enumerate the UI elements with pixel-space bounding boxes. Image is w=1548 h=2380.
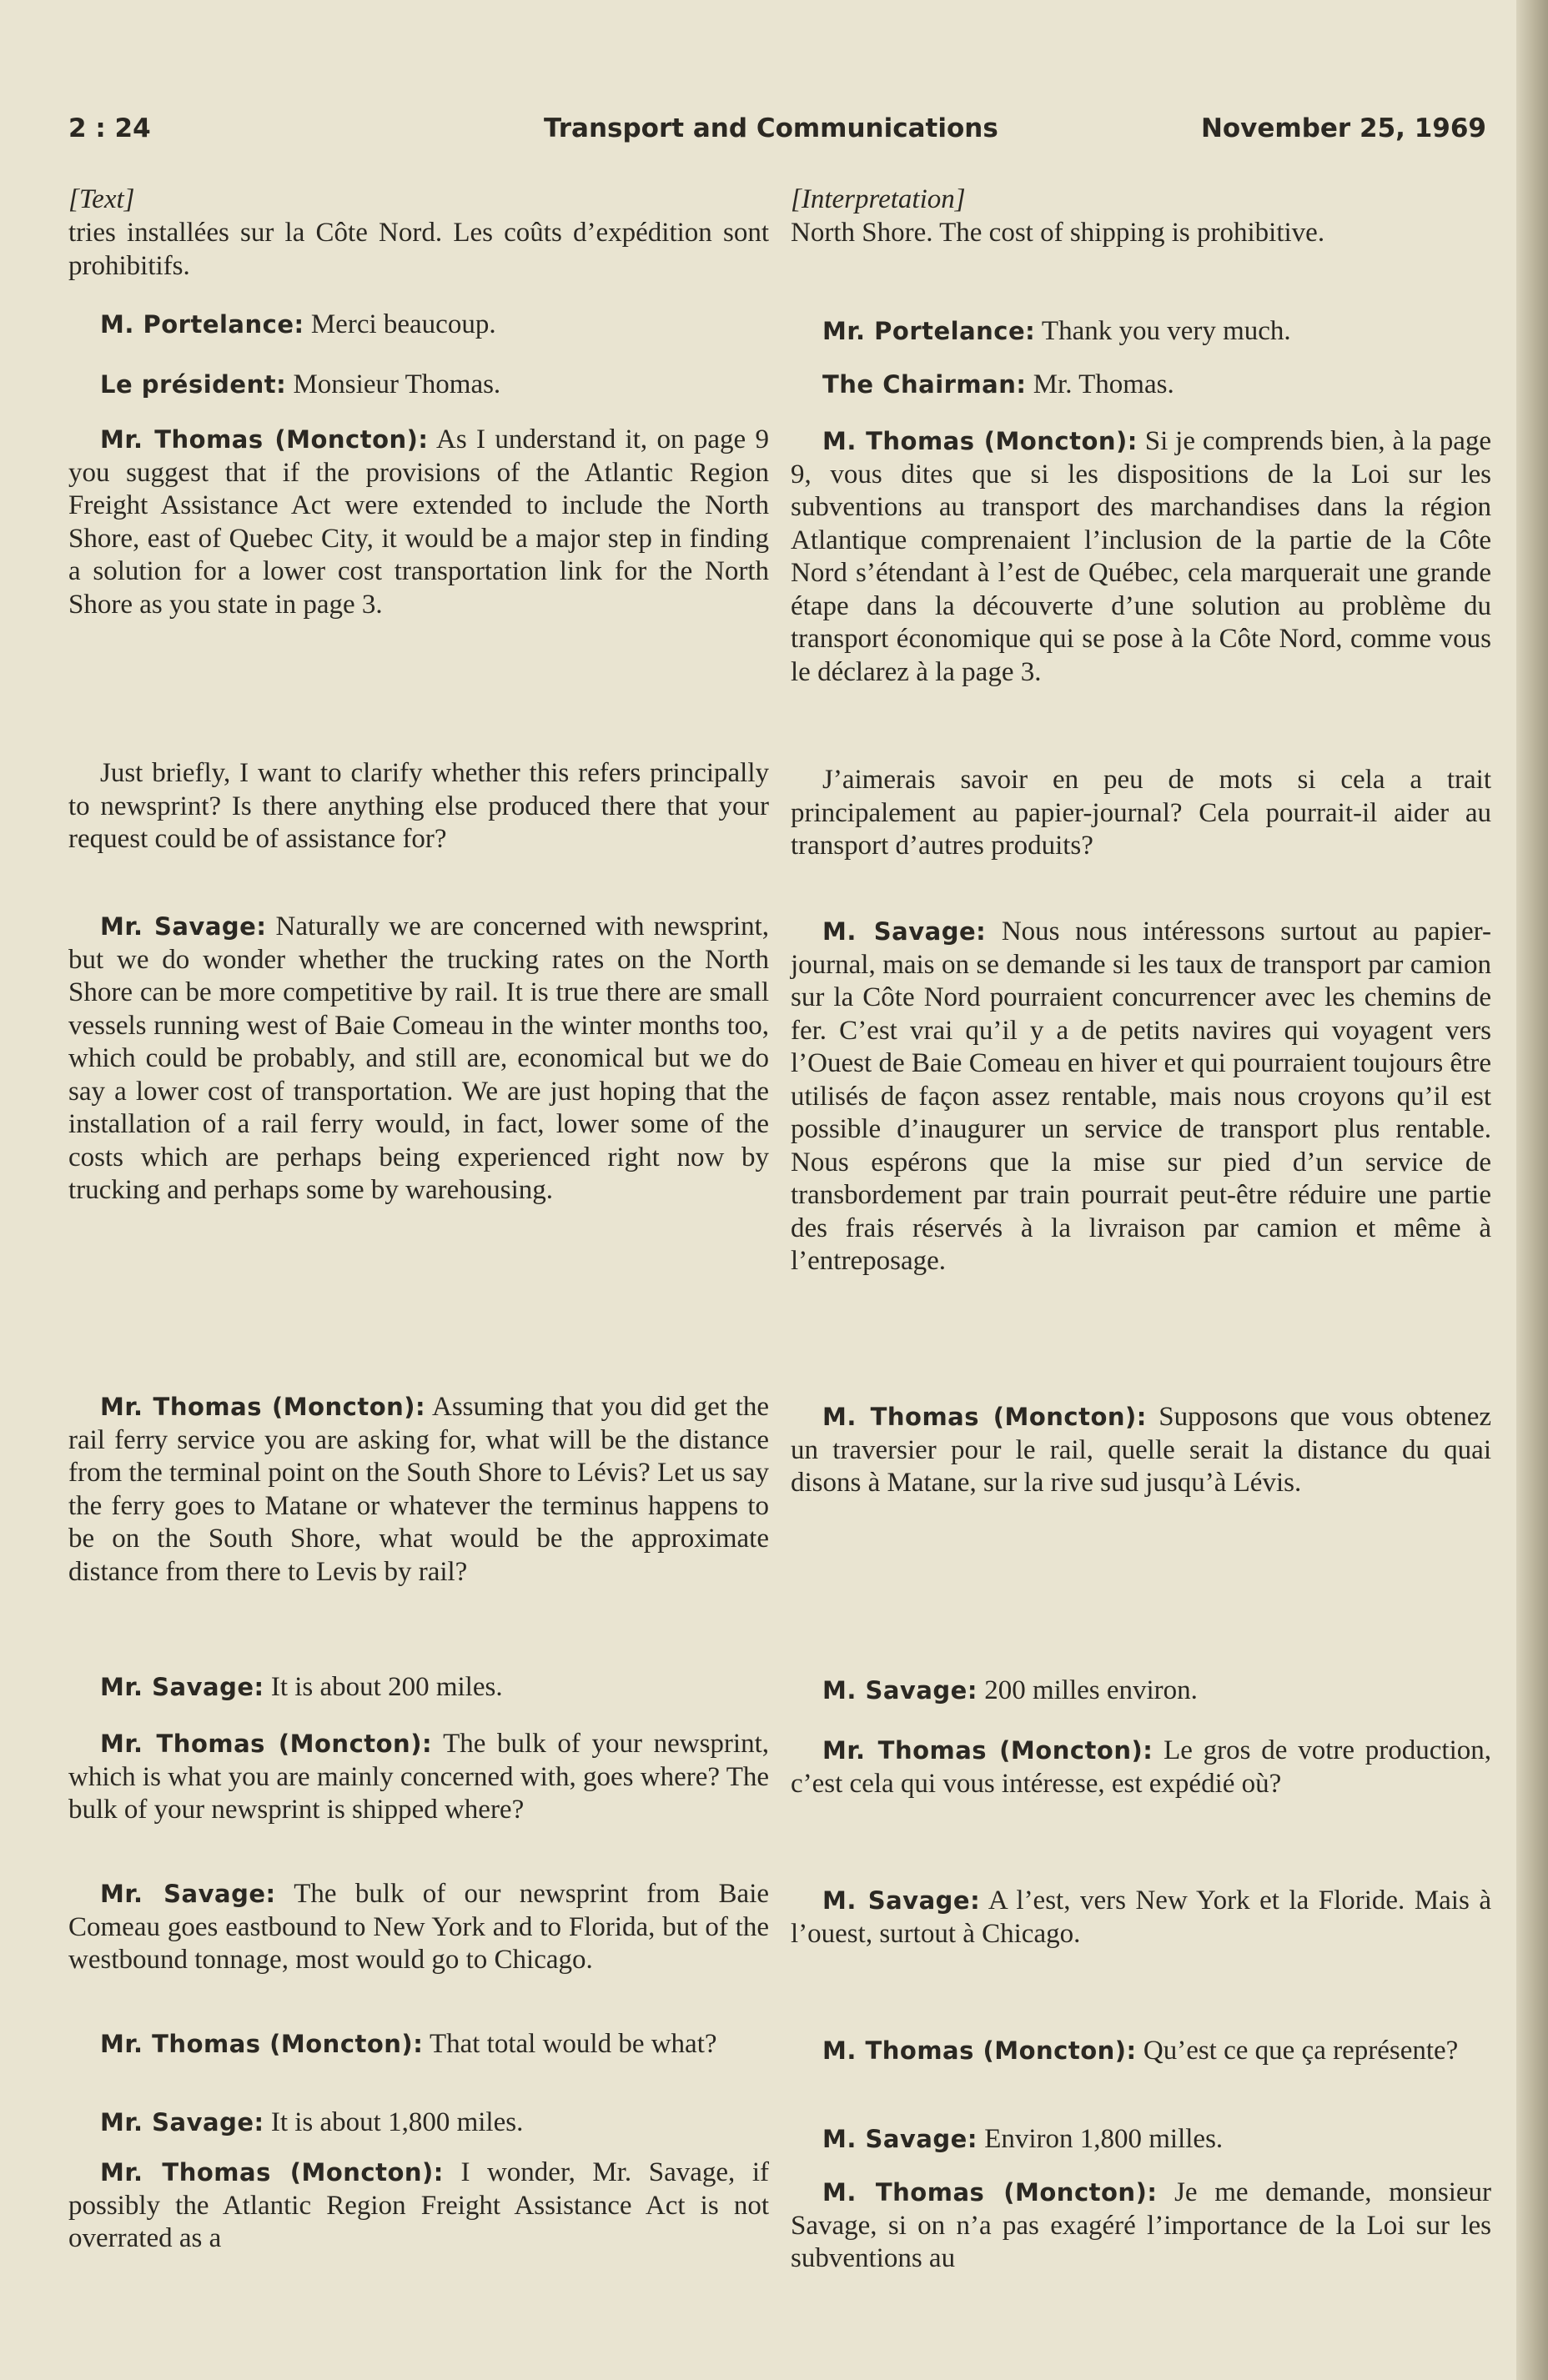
speaker-name: Mr. Portelance: bbox=[822, 317, 1036, 345]
speech-text: Environ 1,800 milles. bbox=[977, 2124, 1224, 2154]
speaker-name: M. Savage: bbox=[822, 1676, 978, 1705]
speaker-name: Mr. Savage: bbox=[100, 1880, 276, 1908]
speaker-name: Mr. Thomas (Moncton): bbox=[100, 2030, 424, 2058]
speech-text: That total would be what? bbox=[423, 2029, 717, 2059]
paragraph bbox=[791, 2035, 1491, 2068]
paragraph bbox=[791, 1401, 1491, 1500]
speech-text: Thank you very much. bbox=[1035, 316, 1291, 346]
speech-text: Assuming that you did get the rail ferry service you are asking for, what will be the distance from the terminal point on the South Shore to Lévis? Let us say the ferry goes to Matane or whatever the terminus happens to be on the South Shore, what would be the approximate distance from there to Levis by rail? bbox=[68, 1392, 769, 1587]
speech-text: The bulk of your newsprint, which is what you are mainly concerned with, goes where? The bulk of your newsprint is shipped where? bbox=[68, 1729, 769, 1825]
speech-text: Le gros de votre production, c’est cela qui vous intéresse, est expédié où? bbox=[791, 1735, 1491, 1799]
speaker-name: M. Savage: bbox=[822, 917, 987, 946]
speech-text: 200 milles environ. bbox=[977, 1675, 1198, 1705]
speech-text: As I understand it, on page 9 you suggest that if the provisions of the Atlantic Region Freight Assistance Act were extended to include the North Shore, east of Quebec City, it would be a major step in finding a solution for a lower cost transportation link for the North Shore as you state in page 3. bbox=[68, 424, 769, 620]
page-edge-shadow bbox=[1516, 0, 1548, 2380]
paragraph bbox=[68, 1878, 769, 1977]
speech-text: I wonder, Mr. Savage, if possibly the Atlantic Region Freight Assistance Act is not overrated as a bbox=[68, 2157, 769, 2253]
speech-text: Supposons que vous obtenez un traversier pour le rail, quelle serait la distance du quai disons à Matane, sur la rive sud jusqu’à Lévis. bbox=[791, 1402, 1492, 1498]
paragraph: J’aimerais savoir en peu de mots si cela a trait principalement au papier-journal? Cela pourrait-il aider au transport d’autres produits? bbox=[791, 765, 1491, 861]
paragraph bbox=[791, 315, 1491, 349]
paragraph bbox=[68, 1671, 769, 1705]
speech-text: It is about 1,800 miles. bbox=[264, 2107, 524, 2137]
speaker-name: Mr. Thomas (Moncton): bbox=[100, 1393, 426, 1421]
paragraph bbox=[791, 1885, 1491, 1951]
paragraph: Just briefly, I want to clarify whether this refers principally to newsprint? Is there anything else produced there that your request could be of assistance for? bbox=[68, 758, 769, 854]
speaker-name: Mr. Thomas (Moncton): bbox=[100, 425, 429, 454]
speaker-name: Le président: bbox=[100, 370, 287, 399]
paragraph bbox=[68, 2028, 769, 2061]
paragraph bbox=[791, 369, 1491, 402]
speaker-name: M. Thomas (Moncton): bbox=[822, 2036, 1137, 2065]
speech-text: A l’est, vers New York et la Floride. Mais à l’ouest, surtout à Chicago. bbox=[791, 1885, 1491, 1949]
speech-text: Qu’est ce que ça représente? bbox=[1136, 2036, 1459, 2066]
speaker-name: Mr. Thomas (Moncton): bbox=[100, 1730, 433, 1758]
page-number: 2 : 24 bbox=[68, 113, 151, 143]
header-date: November 25, 1969 bbox=[1200, 113, 1486, 143]
paragraph bbox=[68, 309, 769, 342]
speech-text: Naturally we are concerned with newsprint, but we do wonder whether the trucking rates on the North Shore can be more competitive by rail. It is true there are small vessels running west of Baie Comeau in the winter months too, which could be probably, and still are, economical but we do say a lower cost of transportation. We are just hoping that the installation of a rail ferry would, in fact, lower some of the costs which are perhaps being experienced right now by trucking and perhaps some by warehousing. bbox=[68, 911, 769, 1205]
speaker-name: M. Savage: bbox=[822, 2125, 978, 2153]
speaker-name: Mr. Savage: bbox=[100, 2108, 264, 2136]
paragraph bbox=[68, 2106, 769, 2140]
paragraph bbox=[791, 2123, 1491, 2157]
speaker-name: M. Thomas (Moncton): bbox=[822, 427, 1138, 455]
speaker-name: M. Portelance: bbox=[100, 310, 304, 339]
paragraph bbox=[68, 2157, 769, 2256]
speech-text: Je me demande, monsieur Savage, si on n’a pas exagéré l’importance de la Loi sur les subventions au bbox=[791, 2177, 1491, 2273]
paragraph: tries installées sur la Côte Nord. Les coûts d’expédition sont prohibitifs. bbox=[68, 218, 769, 281]
speech-text: Nous nous intéressons surtout au papier-journal, mais on se demande si les taux de transport par camion sur la Côte Nord pourraient concurrencer avec les chemins de fer. C’est vrai qu’il y a de petits navires qui voyagent vers l’Ouest de Baie Comeau en hiver et qui pourraient toujours être utilisés de façon assez rentable, mais nous croyons qu’il est possible d’inaugurer un service de transport plus rentable. Nous espérons que la mise sur pied d’un service de transbordement par train pourrait peut-être réduire une partie des frais réservés à la livraison par camion et même à l’entreposage. bbox=[791, 916, 1491, 1276]
speaker-name: M. Savage: bbox=[822, 1886, 981, 1915]
publication-title: Transport and Communications bbox=[544, 113, 998, 143]
speaker-name: Mr. Thomas (Moncton): bbox=[100, 2158, 444, 2187]
paragraph bbox=[68, 369, 769, 402]
paragraph bbox=[791, 425, 1491, 689]
language-label: [Interpretation] bbox=[791, 184, 966, 214]
paragraph bbox=[791, 916, 1491, 1278]
speech-text: Monsieur Thomas. bbox=[286, 369, 501, 399]
speaker-name: M. Thomas (Moncton): bbox=[822, 2178, 1158, 2207]
paragraph bbox=[791, 1675, 1491, 1708]
speech-text: The bulk of our newsprint from Baie Comeau goes eastbound to New York and to Florida, but of the westbound tonnage, most would go to Chicago. bbox=[68, 1879, 770, 1975]
paragraph: North Shore. The cost of shipping is prohibitive. bbox=[791, 218, 1325, 248]
speaker-name: M. Thomas (Moncton): bbox=[822, 1403, 1147, 1431]
paragraph bbox=[68, 424, 769, 621]
speech-text: It is about 200 miles. bbox=[264, 1672, 503, 1702]
paragraph bbox=[68, 911, 769, 1208]
language-label: [Text] bbox=[68, 184, 135, 214]
speech-text: Mr. Thomas. bbox=[1026, 369, 1174, 399]
speaker-name: Mr. Savage: bbox=[100, 912, 267, 941]
speaker-name: The Chairman: bbox=[822, 370, 1027, 399]
paragraph bbox=[68, 1391, 769, 1589]
paragraph bbox=[791, 1735, 1491, 1800]
speaker-name: Mr. Savage: bbox=[100, 1673, 264, 1701]
speech-text: Merci beaucoup. bbox=[304, 309, 496, 339]
paragraph bbox=[791, 2177, 1491, 2276]
running-header bbox=[68, 113, 1486, 155]
speech-text: Si je comprends bien, à la page 9, vous dites que si les dispositions de la Loi sur les subventions au transport des marchandises dans la région Atlantique comprenaient l’inclusion de la partie de la Côte Nord s’étendant à l’est de Québec, cela marquerait une grande étape dans la découverte d’une solution au problème du transport économique qui se pose à la Côte Nord, comme vous le déclarez à la page 3. bbox=[791, 426, 1492, 687]
speaker-name: Mr. Thomas (Moncton): bbox=[822, 1736, 1153, 1765]
paragraph bbox=[68, 1728, 769, 1827]
